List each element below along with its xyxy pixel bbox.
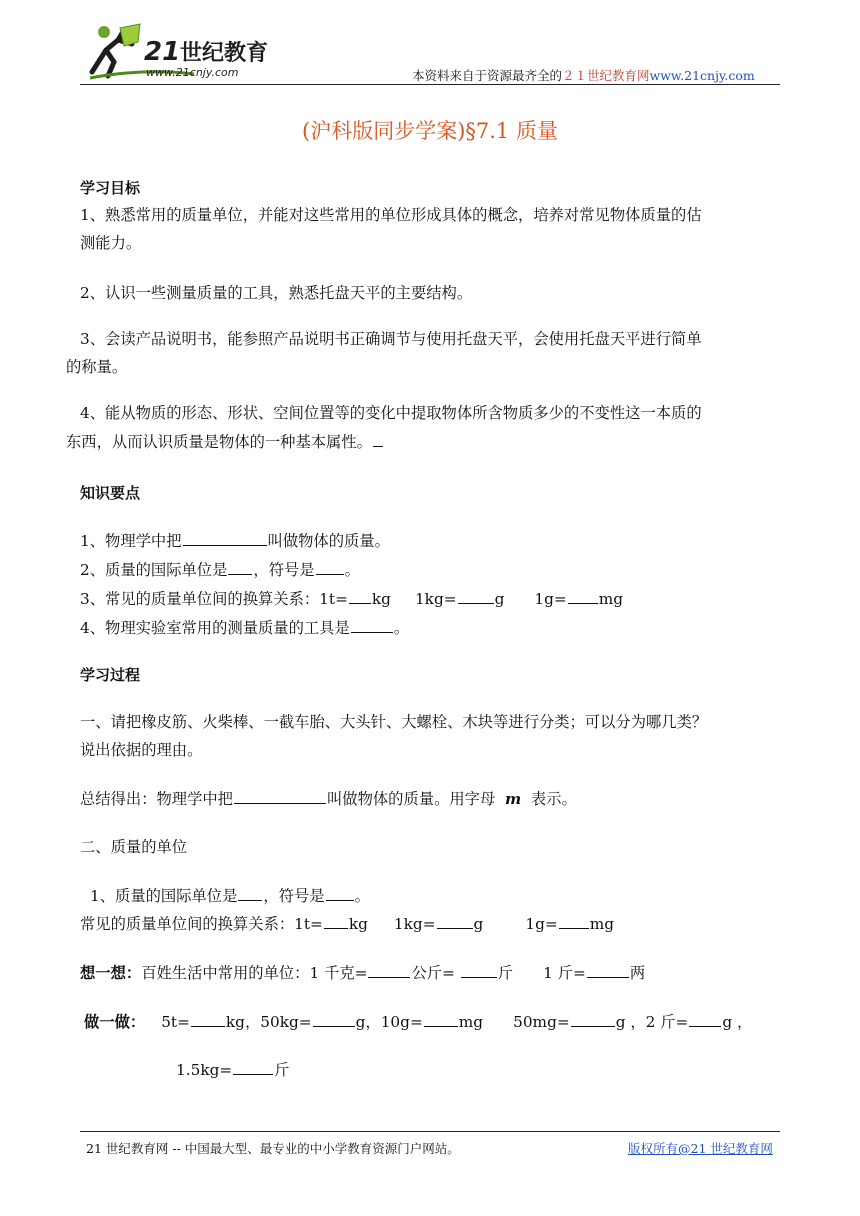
point-4: 4、物理实验室常用的测量质量的工具是 。 bbox=[80, 619, 410, 637]
site-logo bbox=[84, 22, 294, 84]
svg-text:世纪教育: 世纪教育 bbox=[180, 41, 269, 66]
blank-kg-to-g-2[interactable] bbox=[437, 913, 473, 929]
process-do: 做一做： 5t= kg，50kg= g，10g= mg 50mg= g ，2 斤= g ， bbox=[84, 1013, 753, 1031]
blank-t-to-kg[interactable] bbox=[349, 588, 371, 604]
svg-text:www.21cnjy.com: www.21cnjy.com bbox=[146, 66, 239, 79]
blank-si-unit[interactable] bbox=[228, 559, 252, 575]
blank-kg-to-gongjin[interactable] bbox=[368, 962, 410, 978]
goal-4-line-2: 东西，从而认识质量是物体的一种基本属性。 bbox=[66, 431, 384, 452]
process-summary: 总结得出：物理学中把 叫做物体的质量。用字母 m 表示。 bbox=[80, 790, 577, 808]
blank-kg-to-g[interactable] bbox=[458, 588, 494, 604]
header-site-name: ２１世纪教育网 bbox=[562, 68, 650, 83]
blank-g-to-mg[interactable] bbox=[568, 588, 598, 604]
process-do-line-2: 1.5kg= 斤 bbox=[176, 1061, 290, 1079]
goal-1-line-2: 测能力。 bbox=[80, 234, 142, 252]
footer-text: 21 世纪教育网 -- 中国最大型、最专业的中小学教育资源门户网站。 bbox=[86, 1141, 460, 1156]
process-q1-line-1: 一、请把橡皮筋、火柴棒、一截车胎、大头针、大螺栓、木块等进行分类；可以分为哪几类？ bbox=[80, 713, 708, 731]
goal-3-line-1: 3、会读产品说明书，能参照产品说明书正确调节与使用托盘天平，会使用托盘天平进行简单 bbox=[80, 330, 702, 348]
blank-1-5kg[interactable] bbox=[233, 1059, 273, 1075]
blank-50kg[interactable] bbox=[313, 1011, 355, 1027]
blank-kg-to-jin[interactable] bbox=[461, 962, 497, 978]
blank-summary-definition[interactable] bbox=[234, 788, 326, 804]
goal-1-line-1: 1、熟悉常用的质量单位，并能对这些常用的单位形成具体的概念，培养对常见物体质量的估 bbox=[80, 206, 702, 224]
blank-g-to-mg-2[interactable] bbox=[559, 913, 589, 929]
process-q2-heading: 二、质量的单位 bbox=[80, 838, 188, 856]
point-3: 3、常见的质量单位间的换算关系：1t= kg 1kg= g 1g= mg bbox=[80, 590, 624, 608]
footer-copyright-link[interactable]: 版权所有@21 世纪教育网 bbox=[628, 1141, 773, 1156]
blank-10g[interactable] bbox=[424, 1011, 458, 1027]
blank-mass-definition[interactable] bbox=[183, 530, 267, 546]
section-goals-heading: 学习目标 bbox=[80, 179, 141, 197]
blank-50mg[interactable] bbox=[571, 1011, 615, 1027]
header-note: 本资料来自于资源最齐全的２１世纪教育网www.21cnjy.com bbox=[412, 68, 755, 83]
blank-unit-symbol[interactable] bbox=[316, 559, 344, 575]
blank-si-unit-2[interactable] bbox=[238, 885, 262, 901]
footer-divider bbox=[80, 1131, 780, 1132]
section-points-heading: 知识要点 bbox=[80, 484, 141, 502]
blank-unit-symbol-2[interactable] bbox=[326, 885, 354, 901]
point-1: 1、物理学中把 叫做物体的质量。 bbox=[80, 532, 390, 550]
blank-measuring-tool[interactable] bbox=[351, 617, 393, 633]
blank[interactable] bbox=[373, 431, 383, 447]
goal-2: 2、认识一些测量质量的工具，熟悉托盘天平的主要结构。 bbox=[80, 284, 473, 302]
process-unit-line-2: 常见的质量单位间的换算关系：1t= kg 1kg= g 1g= mg bbox=[80, 915, 614, 933]
point-2: 2、质量的国际单位是 ，符号是 。 bbox=[80, 561, 360, 579]
blank-5t[interactable] bbox=[191, 1011, 225, 1027]
section-process-heading: 学习过程 bbox=[80, 666, 141, 684]
svg-text:21: 21 bbox=[144, 37, 181, 67]
blank-2jin[interactable] bbox=[689, 1011, 721, 1027]
page-title: (沪科版同步学案)§7.1 质量 bbox=[302, 119, 558, 143]
blank-jin-to-liang[interactable] bbox=[587, 962, 629, 978]
header-url-link[interactable]: www.21cnjy.com bbox=[649, 68, 755, 83]
blank-t-to-kg-2[interactable] bbox=[324, 913, 348, 929]
process-q1-line-2: 说出依据的理由。 bbox=[80, 741, 203, 759]
goal-3-line-2: 的称量。 bbox=[66, 358, 128, 376]
process-unit-line-1: 1、质量的国际单位是 ，符号是 。 bbox=[90, 887, 370, 905]
process-think: 想一想：百姓生活中常用的单位：1 千克= 公斤= 斤 1 斤= 两 bbox=[80, 964, 646, 982]
goal-4-line-1: 4、能从物质的形态、形状、空间位置等的变化中提取物体所含物质多少的不变性这一本质的 bbox=[80, 404, 702, 422]
header-divider bbox=[80, 84, 780, 85]
